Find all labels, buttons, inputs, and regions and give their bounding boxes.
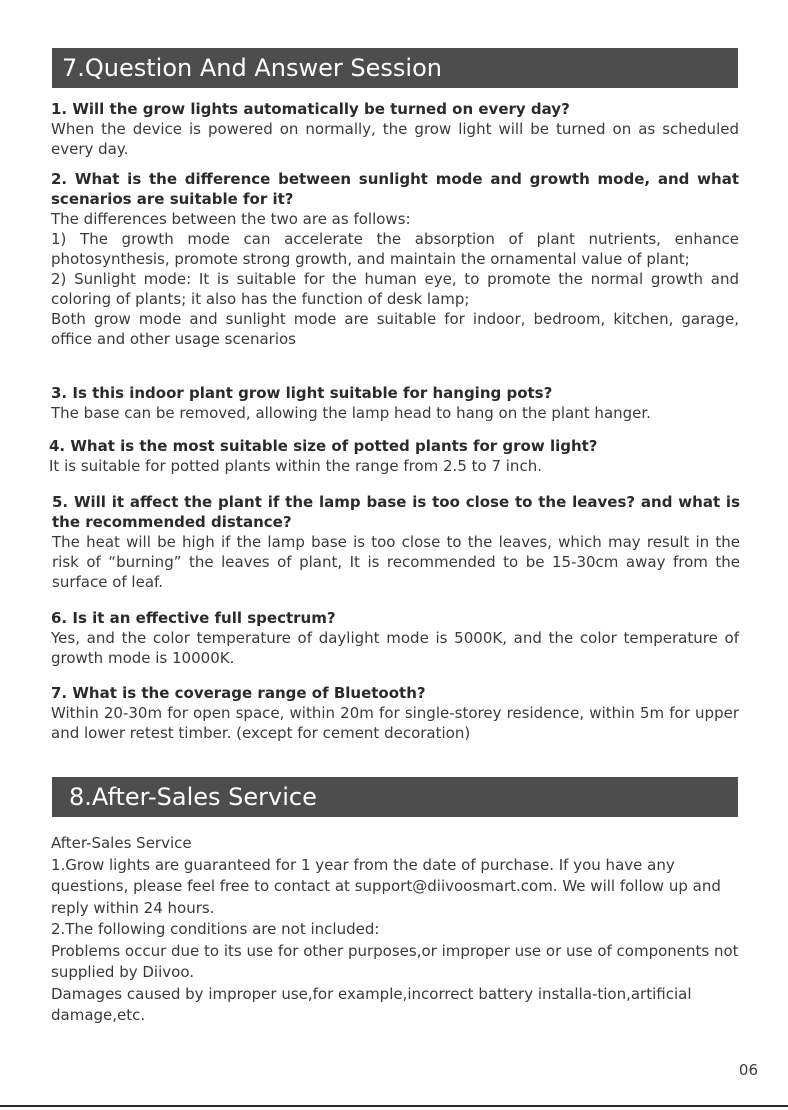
answer-4 (49, 456, 737, 476)
answer-3 (51, 403, 739, 423)
qa-item-4 (49, 436, 737, 476)
answer-1-line-1: When the device is powered on normally, the grow light will be turned on as scheduled every day. (51, 120, 739, 158)
answer-7-line-1: Within 20-30m for open space, within 20m for single-storey residence, within 5m for upper and lower retest timber. (except for cement decoration) (51, 704, 739, 742)
qa-item-5 (52, 492, 740, 592)
answer-2-line-2: 1) The growth mode can accelerate the absorption of plant nutrients, enhance photosynthesis, promote strong growth, and maintain the ornamental value of plant; (51, 230, 739, 268)
section-8-heading: 8.After-Sales Service (52, 777, 738, 817)
service-line-3: 2.The following conditions are not included: (51, 920, 380, 938)
qa-item-3 (51, 383, 739, 423)
answer-4-line-1: It is suitable for potted plants within the range from 2.5 to 7 inch. (49, 457, 542, 475)
question-4: 4. What is the most suitable size of potted plants for grow light? (49, 437, 598, 455)
answer-6 (51, 628, 739, 668)
after-sales-service-body (51, 833, 741, 1027)
answer-2-line-3: 2) Sunlight mode: It is suitable for the human eye, to promote the normal growth and coloring of plants; it also has the function of desk lamp; (51, 270, 739, 308)
answer-7 (51, 703, 739, 743)
qa-item-1 (51, 99, 739, 159)
answer-3-line-1: The base can be removed, allowing the lamp head to hang on the plant hanger. (51, 404, 651, 422)
answer-2-line-1: The differences between the two are as follows: (51, 210, 411, 228)
question-7: 7. What is the coverage range of Bluetooth? (51, 684, 426, 702)
section-7-heading: 7.Question And Answer Session (52, 48, 738, 88)
answer-5-line-1: The heat will be high if the lamp base is too close to the leaves, which may result in the risk of “burning” the leaves of plant, It is recommended to be 15-30cm away from the surface of leaf. (52, 533, 740, 591)
qa-item-6 (51, 608, 739, 668)
answer-5 (52, 532, 740, 592)
qa-item-7 (51, 683, 739, 743)
answer-2-line-4: Both grow mode and sunlight mode are suitable for indoor, bedroom, kitchen, garage, office and other usage scenarios (51, 310, 739, 348)
qa-item-2 (51, 169, 739, 349)
question-1: 1. Will the grow lights automatically be turned on every day? (51, 100, 570, 118)
question-5: 5. Will it affect the plant if the lamp base is too close to the leaves? and what is the recommended distance? (52, 493, 740, 531)
service-line-4: Problems occur due to its use for other purposes,or improper use or use of components not supplied by Diivoo. (51, 941, 739, 981)
question-6: 6. Is it an effective full spectrum? (51, 609, 336, 627)
service-line-1: After-Sales Service (51, 834, 192, 852)
answer-2 (51, 209, 739, 349)
service-line-2: 1.Grow lights are guaranteed for 1 year from the date of purchase. If you have any questions, please feel free to contact at support@diivoosmart.com. We will follow up and reply within 24 hours. (51, 855, 721, 917)
question-2: 2. What is the difference between sunlight mode and growth mode, and what scenarios are suitable for it? (51, 170, 739, 208)
answer-1 (51, 119, 739, 159)
page-number: 06 (738, 1061, 758, 1079)
question-3: 3. Is this indoor plant grow light suitable for hanging pots? (51, 384, 553, 402)
answer-6-line-1: Yes, and the color temperature of daylight mode is 5000K, and the color temperature of growth mode is 10000K. (51, 629, 739, 667)
bottom-rule (0, 1105, 788, 1107)
service-line-5: Damages caused by improper use,for example,incorrect battery installa-tion,artificial damage,etc. (51, 984, 692, 1024)
